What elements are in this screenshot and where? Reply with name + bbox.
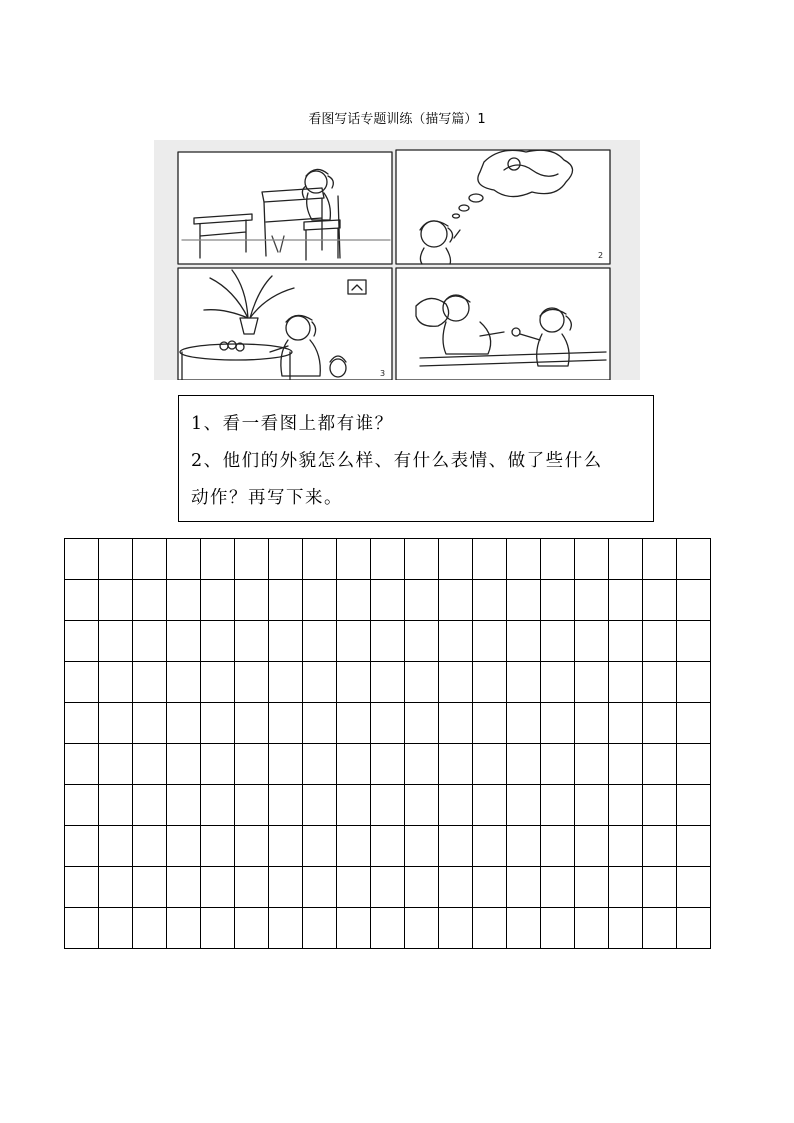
- grid-cell[interactable]: [609, 580, 643, 621]
- grid-cell[interactable]: [507, 580, 541, 621]
- grid-cell[interactable]: [65, 785, 99, 826]
- grid-cell[interactable]: [133, 539, 167, 580]
- grid-cell[interactable]: [99, 703, 133, 744]
- grid-cell[interactable]: [133, 580, 167, 621]
- prompt-line-2: 2、他们的外貌怎么样、有什么表情、做了些什么: [191, 451, 603, 471]
- grid-cell[interactable]: [541, 662, 575, 703]
- grid-cell[interactable]: [473, 621, 507, 662]
- grid-cell[interactable]: [439, 826, 473, 867]
- grid-cell[interactable]: [609, 662, 643, 703]
- grid-cell[interactable]: [65, 826, 99, 867]
- grid-cell[interactable]: [269, 662, 303, 703]
- grid-cell[interactable]: [303, 703, 337, 744]
- grid-row: [65, 580, 711, 621]
- grid-cell[interactable]: [133, 826, 167, 867]
- grid-cell[interactable]: [405, 662, 439, 703]
- grid-cell[interactable]: [133, 662, 167, 703]
- grid-cell[interactable]: [65, 744, 99, 785]
- panel-number-2: 2: [598, 251, 604, 260]
- grid-cell[interactable]: [609, 744, 643, 785]
- grid-cell[interactable]: [405, 785, 439, 826]
- grid-cell[interactable]: [575, 621, 609, 662]
- grid-cell[interactable]: [541, 621, 575, 662]
- grid-cell[interactable]: [371, 826, 405, 867]
- grid-cell[interactable]: [677, 539, 711, 580]
- grid-row: [65, 621, 711, 662]
- grid-cell[interactable]: [99, 621, 133, 662]
- grid-cell[interactable]: [507, 867, 541, 908]
- grid-cell[interactable]: [65, 580, 99, 621]
- grid-cell[interactable]: [643, 744, 677, 785]
- grid-cell[interactable]: [269, 826, 303, 867]
- grid-cell[interactable]: [133, 908, 167, 949]
- grid-cell[interactable]: [65, 662, 99, 703]
- grid-cell[interactable]: [541, 785, 575, 826]
- grid-cell[interactable]: [677, 703, 711, 744]
- grid-cell[interactable]: [541, 867, 575, 908]
- grid-cell[interactable]: [65, 908, 99, 949]
- grid-cell[interactable]: [643, 662, 677, 703]
- grid-cell[interactable]: [439, 703, 473, 744]
- grid-cell[interactable]: [269, 580, 303, 621]
- grid-cell[interactable]: [235, 785, 269, 826]
- grid-cell[interactable]: [201, 539, 235, 580]
- grid-cell[interactable]: [235, 826, 269, 867]
- grid-cell[interactable]: [643, 908, 677, 949]
- grid-cell[interactable]: [507, 785, 541, 826]
- grid-cell[interactable]: [201, 785, 235, 826]
- grid-cell[interactable]: [337, 539, 371, 580]
- grid-cell[interactable]: [371, 867, 405, 908]
- grid-cell[interactable]: [371, 908, 405, 949]
- grid-cell[interactable]: [167, 662, 201, 703]
- grid-cell[interactable]: [405, 744, 439, 785]
- grid-cell[interactable]: [677, 744, 711, 785]
- grid-cell[interactable]: [99, 826, 133, 867]
- grid-cell[interactable]: [65, 703, 99, 744]
- grid-cell[interactable]: [269, 908, 303, 949]
- grid-cell[interactable]: [677, 908, 711, 949]
- grid-cell[interactable]: [371, 580, 405, 621]
- grid-cell[interactable]: [201, 621, 235, 662]
- grid-cell[interactable]: [303, 826, 337, 867]
- comic-panel-1: [178, 152, 392, 264]
- grid-cell[interactable]: [643, 867, 677, 908]
- comic-panel-3: [178, 268, 392, 380]
- grid-cell[interactable]: [235, 908, 269, 949]
- grid-cell[interactable]: [371, 621, 405, 662]
- grid-cell[interactable]: [371, 662, 405, 703]
- grid-cell[interactable]: [541, 908, 575, 949]
- grid-cell[interactable]: [541, 580, 575, 621]
- grid-cell[interactable]: [235, 703, 269, 744]
- grid-cell[interactable]: [337, 744, 371, 785]
- grid-cell[interactable]: [609, 826, 643, 867]
- grid-cell[interactable]: [167, 580, 201, 621]
- grid-row: [65, 703, 711, 744]
- grid-cell[interactable]: [507, 539, 541, 580]
- grid-cell[interactable]: [473, 785, 507, 826]
- prompt-line-3: 动作？再写下来。: [191, 488, 343, 508]
- grid-cell[interactable]: [371, 744, 405, 785]
- grid-cell[interactable]: [99, 867, 133, 908]
- grid-cell[interactable]: [269, 703, 303, 744]
- grid-cell[interactable]: [439, 785, 473, 826]
- grid-cell[interactable]: [65, 539, 99, 580]
- grid-cell[interactable]: [677, 621, 711, 662]
- grid-cell[interactable]: [473, 744, 507, 785]
- grid-cell[interactable]: [643, 826, 677, 867]
- grid-cell[interactable]: [371, 785, 405, 826]
- grid-cell[interactable]: [677, 662, 711, 703]
- grid-cell[interactable]: [473, 908, 507, 949]
- grid-cell[interactable]: [405, 703, 439, 744]
- grid-cell[interactable]: [473, 580, 507, 621]
- grid-cell[interactable]: [609, 867, 643, 908]
- grid-cell[interactable]: [439, 867, 473, 908]
- grid-row: [65, 539, 711, 580]
- grid-cell[interactable]: [643, 621, 677, 662]
- grid-cell[interactable]: [541, 826, 575, 867]
- grid-cell[interactable]: [65, 867, 99, 908]
- grid-cell[interactable]: [269, 539, 303, 580]
- grid-cell[interactable]: [167, 539, 201, 580]
- grid-cell[interactable]: [269, 867, 303, 908]
- grid-cell[interactable]: [541, 539, 575, 580]
- grid-cell[interactable]: [133, 785, 167, 826]
- grid-cell[interactable]: [167, 867, 201, 908]
- grid-cell[interactable]: [303, 662, 337, 703]
- grid-cell[interactable]: [575, 826, 609, 867]
- grid-cell[interactable]: [575, 580, 609, 621]
- grid-cell[interactable]: [609, 621, 643, 662]
- grid-cell[interactable]: [439, 662, 473, 703]
- grid-cell[interactable]: [303, 539, 337, 580]
- grid-cell[interactable]: [507, 703, 541, 744]
- grid-cell[interactable]: [575, 662, 609, 703]
- grid-cell[interactable]: [99, 744, 133, 785]
- grid-cell[interactable]: [575, 744, 609, 785]
- grid-cell[interactable]: [303, 908, 337, 949]
- grid-cell[interactable]: [133, 867, 167, 908]
- grid-cell[interactable]: [609, 539, 643, 580]
- grid-cell[interactable]: [303, 580, 337, 621]
- grid-cell[interactable]: [201, 744, 235, 785]
- grid-cell[interactable]: [439, 539, 473, 580]
- grid-cell[interactable]: [201, 580, 235, 621]
- grid-cell[interactable]: [235, 744, 269, 785]
- grid-cell[interactable]: [677, 580, 711, 621]
- grid-cell[interactable]: [507, 621, 541, 662]
- grid-cell[interactable]: [337, 621, 371, 662]
- grid-cell[interactable]: [371, 539, 405, 580]
- grid-cell[interactable]: [473, 703, 507, 744]
- grid-cell[interactable]: [269, 621, 303, 662]
- grid-cell[interactable]: [167, 621, 201, 662]
- grid-cell[interactable]: [201, 867, 235, 908]
- grid-cell[interactable]: [65, 621, 99, 662]
- grid-cell[interactable]: [167, 785, 201, 826]
- grid-cell[interactable]: [439, 580, 473, 621]
- grid-cell[interactable]: [575, 908, 609, 949]
- grid-cell[interactable]: [235, 662, 269, 703]
- grid-cell[interactable]: [167, 703, 201, 744]
- grid-cell[interactable]: [439, 908, 473, 949]
- grid-cell[interactable]: [337, 662, 371, 703]
- grid-cell[interactable]: [133, 621, 167, 662]
- grid-cell[interactable]: [303, 744, 337, 785]
- grid-cell[interactable]: [167, 744, 201, 785]
- grid-cell[interactable]: [643, 703, 677, 744]
- grid-cell[interactable]: [643, 539, 677, 580]
- grid-cell[interactable]: [541, 703, 575, 744]
- grid-cell[interactable]: [575, 703, 609, 744]
- grid-cell[interactable]: [609, 703, 643, 744]
- prompt-line-1: 1、看一看图上都有谁？: [191, 414, 394, 434]
- grid-cell[interactable]: [473, 539, 507, 580]
- grid-cell[interactable]: [337, 703, 371, 744]
- writing-grid[interactable]: [64, 538, 711, 949]
- grid-row: [65, 826, 711, 867]
- grid-cell[interactable]: [337, 785, 371, 826]
- grid-cell[interactable]: [507, 662, 541, 703]
- grid-cell[interactable]: [473, 662, 507, 703]
- grid-row: [65, 785, 711, 826]
- grid-cell[interactable]: [575, 785, 609, 826]
- grid-cell[interactable]: [99, 662, 133, 703]
- grid-cell[interactable]: [269, 785, 303, 826]
- grid-cell[interactable]: [201, 703, 235, 744]
- grid-cell[interactable]: [575, 867, 609, 908]
- grid-cell[interactable]: [99, 539, 133, 580]
- grid-cell[interactable]: [405, 908, 439, 949]
- grid-cell[interactable]: [405, 621, 439, 662]
- grid-cell[interactable]: [473, 826, 507, 867]
- grid-cell[interactable]: [541, 744, 575, 785]
- grid-cell[interactable]: [303, 867, 337, 908]
- comic-panel-2: [396, 150, 610, 264]
- grid-cell[interactable]: [269, 744, 303, 785]
- grid-cell[interactable]: [643, 785, 677, 826]
- grid-cell[interactable]: [439, 621, 473, 662]
- grid-cell[interactable]: [337, 580, 371, 621]
- grid-cell[interactable]: [303, 621, 337, 662]
- grid-cell[interactable]: [337, 908, 371, 949]
- grid-cell[interactable]: [677, 867, 711, 908]
- grid-cell[interactable]: [405, 826, 439, 867]
- grid-cell[interactable]: [575, 539, 609, 580]
- page-title: 看图写话专题训练（描写篇）1: [308, 112, 486, 127]
- grid-row: [65, 744, 711, 785]
- grid-cell[interactable]: [133, 744, 167, 785]
- grid-cell[interactable]: [439, 744, 473, 785]
- grid-cell[interactable]: [677, 785, 711, 826]
- panel-number-3: 3: [380, 369, 386, 378]
- grid-cell[interactable]: [405, 539, 439, 580]
- grid-cell[interactable]: [677, 826, 711, 867]
- grid-cell[interactable]: [235, 580, 269, 621]
- grid-row: [65, 662, 711, 703]
- grid-cell[interactable]: [507, 826, 541, 867]
- grid-cell[interactable]: [201, 826, 235, 867]
- grid-cell[interactable]: [99, 580, 133, 621]
- comic-strip: [154, 140, 640, 380]
- grid-cell[interactable]: [405, 580, 439, 621]
- grid-cell[interactable]: [201, 908, 235, 949]
- grid-cell[interactable]: [133, 703, 167, 744]
- grid-cell[interactable]: [99, 785, 133, 826]
- grid-cell[interactable]: [473, 867, 507, 908]
- grid-cell[interactable]: [201, 662, 235, 703]
- grid-cell[interactable]: [643, 580, 677, 621]
- writing-prompt-box: [178, 395, 654, 522]
- grid-cell[interactable]: [507, 908, 541, 949]
- grid-row: [65, 908, 711, 949]
- grid-cell[interactable]: [235, 867, 269, 908]
- grid-cell[interactable]: [405, 867, 439, 908]
- comic-panel-4: [396, 268, 610, 380]
- grid-cell[interactable]: [167, 908, 201, 949]
- grid-cell[interactable]: [609, 908, 643, 949]
- grid-cell[interactable]: [609, 785, 643, 826]
- grid-cell[interactable]: [507, 744, 541, 785]
- grid-cell[interactable]: [371, 703, 405, 744]
- grid-cell[interactable]: [235, 539, 269, 580]
- grid-cell[interactable]: [337, 826, 371, 867]
- grid-cell[interactable]: [167, 826, 201, 867]
- grid-cell[interactable]: [99, 908, 133, 949]
- grid-cell[interactable]: [337, 867, 371, 908]
- grid-cell[interactable]: [303, 785, 337, 826]
- grid-row: [65, 867, 711, 908]
- grid-cell[interactable]: [235, 621, 269, 662]
